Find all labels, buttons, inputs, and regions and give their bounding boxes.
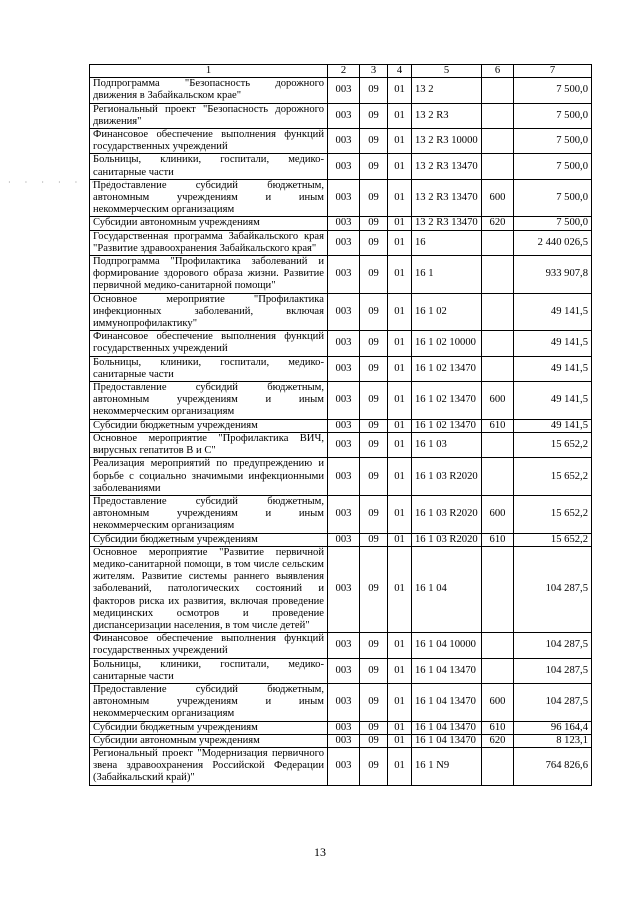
row-code-subsection: 01 xyxy=(388,129,412,154)
row-code-subsection: 01 xyxy=(388,546,412,632)
header-cell-1: 1 xyxy=(90,65,328,78)
header-cell-3: 3 xyxy=(360,65,388,78)
header-cell-6: 6 xyxy=(482,65,514,78)
row-amount: 15 652,2 xyxy=(514,432,592,457)
row-amount: 49 141,5 xyxy=(514,356,592,381)
row-code-expense-type xyxy=(482,129,514,154)
row-code-expense-type xyxy=(482,546,514,632)
row-code-ministry: 003 xyxy=(328,129,360,154)
row-amount: 7 500,0 xyxy=(514,217,592,230)
row-code-expense-type xyxy=(482,633,514,658)
row-code-target: 13 2 xyxy=(412,78,482,103)
row-code-section: 09 xyxy=(360,495,388,533)
row-code-target: 16 1 04 13470 xyxy=(412,721,482,734)
table-row xyxy=(90,495,592,533)
row-code-section: 09 xyxy=(360,721,388,734)
row-amount: 49 141,5 xyxy=(514,382,592,420)
row-name: Основное мероприятие "Профилактика инфекционных заболеваний, включая иммунопрофилактику" xyxy=(90,293,328,331)
table-row xyxy=(90,382,592,420)
row-amount: 15 652,2 xyxy=(514,533,592,546)
row-code-target: 16 1 04 13470 xyxy=(412,683,482,721)
row-code-expense-type xyxy=(482,658,514,683)
row-code-ministry: 003 xyxy=(328,78,360,103)
row-name: Предоставление субсидий бюджетным, автономным учреждениям и иным некоммерческим организациям xyxy=(90,683,328,721)
row-code-section: 09 xyxy=(360,78,388,103)
row-code-ministry: 003 xyxy=(328,179,360,217)
row-code-ministry: 003 xyxy=(328,734,360,747)
header-cell-5: 5 xyxy=(412,65,482,78)
row-code-subsection: 01 xyxy=(388,103,412,128)
row-code-ministry: 003 xyxy=(328,458,360,496)
row-code-expense-type xyxy=(482,103,514,128)
row-name: Предоставление субсидий бюджетным, автономным учреждениям и иным некоммерческим организациям xyxy=(90,382,328,420)
row-code-section: 09 xyxy=(360,129,388,154)
row-code-expense-type xyxy=(482,747,514,785)
row-code-ministry: 003 xyxy=(328,495,360,533)
row-code-expense-type: 610 xyxy=(482,533,514,546)
table-row xyxy=(90,103,592,128)
row-code-section: 09 xyxy=(360,533,388,546)
row-name: Больницы, клиники, госпитали, медико-санитарные части xyxy=(90,154,328,179)
row-code-section: 09 xyxy=(360,734,388,747)
row-name: Государственная программа Забайкальского края "Развитие здравоохранения Забайкальского края" xyxy=(90,230,328,255)
row-code-subsection: 01 xyxy=(388,658,412,683)
row-code-subsection: 01 xyxy=(388,154,412,179)
row-name: Субсидии автономным учреждениям xyxy=(90,217,328,230)
table-row xyxy=(90,721,592,734)
row-code-expense-type xyxy=(482,78,514,103)
row-code-ministry: 003 xyxy=(328,230,360,255)
row-code-ministry: 003 xyxy=(328,382,360,420)
table-row xyxy=(90,78,592,103)
table-row xyxy=(90,179,592,217)
row-code-ministry: 003 xyxy=(328,331,360,356)
row-code-expense-type xyxy=(482,154,514,179)
row-code-ministry: 003 xyxy=(328,658,360,683)
row-amount: 96 164,4 xyxy=(514,721,592,734)
row-code-ministry: 003 xyxy=(328,256,360,294)
table-row xyxy=(90,256,592,294)
row-name: Предоставление субсидий бюджетным, автономным учреждениям и иным некоммерческим организациям xyxy=(90,179,328,217)
row-code-target: 16 1 03 R2020 xyxy=(412,458,482,496)
row-code-target: 16 1 03 xyxy=(412,432,482,457)
row-code-subsection: 01 xyxy=(388,419,412,432)
row-code-expense-type: 600 xyxy=(482,683,514,721)
row-code-subsection: 01 xyxy=(388,432,412,457)
row-code-target: 16 1 04 13470 xyxy=(412,658,482,683)
row-amount: 764 826,6 xyxy=(514,747,592,785)
row-code-section: 09 xyxy=(360,633,388,658)
row-code-expense-type xyxy=(482,458,514,496)
table-row xyxy=(90,734,592,747)
row-code-subsection: 01 xyxy=(388,256,412,294)
row-code-expense-type xyxy=(482,230,514,255)
row-code-section: 09 xyxy=(360,217,388,230)
row-code-ministry: 003 xyxy=(328,721,360,734)
row-code-section: 09 xyxy=(360,331,388,356)
row-name: Больницы, клиники, госпитали, медико-санитарные части xyxy=(90,356,328,381)
table-row xyxy=(90,546,592,632)
row-code-target: 16 1 02 10000 xyxy=(412,331,482,356)
row-code-expense-type: 600 xyxy=(482,179,514,217)
row-code-section: 09 xyxy=(360,256,388,294)
row-code-subsection: 01 xyxy=(388,331,412,356)
budget-table xyxy=(89,64,592,786)
row-code-target: 16 1 04 xyxy=(412,546,482,632)
row-name: Субсидии автономным учреждениям xyxy=(90,734,328,747)
row-code-subsection: 01 xyxy=(388,217,412,230)
table-row xyxy=(90,356,592,381)
row-name: Подпрограмма "Безопасность дорожного движения в Забайкальском крае" xyxy=(90,78,328,103)
table-row xyxy=(90,293,592,331)
table-row xyxy=(90,633,592,658)
row-code-section: 09 xyxy=(360,432,388,457)
row-code-ministry: 003 xyxy=(328,154,360,179)
row-code-expense-type: 620 xyxy=(482,734,514,747)
table-row xyxy=(90,658,592,683)
row-code-target: 16 1 xyxy=(412,256,482,294)
row-code-ministry: 003 xyxy=(328,683,360,721)
row-code-ministry: 003 xyxy=(328,217,360,230)
scan-margin-marks: · · · · · · · · xyxy=(8,178,134,187)
row-code-subsection: 01 xyxy=(388,533,412,546)
table-row xyxy=(90,230,592,255)
row-code-expense-type: 600 xyxy=(482,495,514,533)
row-code-target: 13 2 R3 xyxy=(412,103,482,128)
row-code-section: 09 xyxy=(360,293,388,331)
table-row xyxy=(90,747,592,785)
row-amount: 104 287,5 xyxy=(514,683,592,721)
row-name: Реализация мероприятий по предупреждению и борьбе с социально значимыми инфекционными заболеваниями xyxy=(90,458,328,496)
row-amount: 7 500,0 xyxy=(514,179,592,217)
row-code-subsection: 01 xyxy=(388,721,412,734)
table-row xyxy=(90,129,592,154)
row-code-section: 09 xyxy=(360,458,388,496)
row-code-ministry: 003 xyxy=(328,747,360,785)
table-row xyxy=(90,154,592,179)
row-code-expense-type: 610 xyxy=(482,419,514,432)
row-code-target: 16 xyxy=(412,230,482,255)
row-amount: 7 500,0 xyxy=(514,78,592,103)
row-code-section: 09 xyxy=(360,230,388,255)
header-cell-7: 7 xyxy=(514,65,592,78)
row-name: Подпрограмма "Профилактика заболеваний и формирование здорового образа жизни. Развитие первичной медико-санитарной помощи" xyxy=(90,256,328,294)
page-number: 13 xyxy=(314,845,326,859)
row-code-target: 16 1 N9 xyxy=(412,747,482,785)
row-code-subsection: 01 xyxy=(388,356,412,381)
row-code-ministry: 003 xyxy=(328,533,360,546)
row-code-subsection: 01 xyxy=(388,683,412,721)
row-code-ministry: 003 xyxy=(328,293,360,331)
row-amount: 7 500,0 xyxy=(514,103,592,128)
row-amount: 104 287,5 xyxy=(514,658,592,683)
table-row xyxy=(90,419,592,432)
table-row xyxy=(90,458,592,496)
row-code-subsection: 01 xyxy=(388,293,412,331)
row-code-ministry: 003 xyxy=(328,432,360,457)
row-amount: 49 141,5 xyxy=(514,293,592,331)
row-code-expense-type: 600 xyxy=(482,382,514,420)
row-code-ministry: 003 xyxy=(328,419,360,432)
table-body xyxy=(90,78,592,785)
row-code-subsection: 01 xyxy=(388,382,412,420)
row-code-target: 16 1 04 10000 xyxy=(412,633,482,658)
row-name: Больницы, клиники, госпитали, медико-санитарные части xyxy=(90,658,328,683)
row-code-expense-type: 610 xyxy=(482,721,514,734)
row-amount: 7 500,0 xyxy=(514,129,592,154)
row-code-subsection: 01 xyxy=(388,734,412,747)
row-amount: 8 123,1 xyxy=(514,734,592,747)
row-code-target: 16 1 04 13470 xyxy=(412,734,482,747)
row-code-subsection: 01 xyxy=(388,747,412,785)
row-code-section: 09 xyxy=(360,683,388,721)
row-code-target: 16 1 02 13470 xyxy=(412,356,482,381)
row-code-section: 09 xyxy=(360,179,388,217)
row-code-subsection: 01 xyxy=(388,633,412,658)
row-code-subsection: 01 xyxy=(388,458,412,496)
header-row xyxy=(90,65,592,78)
row-code-expense-type xyxy=(482,432,514,457)
row-name: Региональный проект "Безопасность дорожного движения" xyxy=(90,103,328,128)
row-code-subsection: 01 xyxy=(388,179,412,217)
row-name: Субсидии бюджетным учреждениям xyxy=(90,533,328,546)
row-code-target: 13 2 R3 13470 xyxy=(412,179,482,217)
row-code-expense-type xyxy=(482,356,514,381)
row-code-section: 09 xyxy=(360,154,388,179)
row-code-section: 09 xyxy=(360,546,388,632)
row-code-subsection: 01 xyxy=(388,495,412,533)
row-code-section: 09 xyxy=(360,419,388,432)
row-code-target: 13 2 R3 10000 xyxy=(412,129,482,154)
row-amount: 104 287,5 xyxy=(514,633,592,658)
table-header xyxy=(90,65,592,78)
row-code-target: 13 2 R3 13470 xyxy=(412,217,482,230)
table-row xyxy=(90,217,592,230)
row-code-section: 09 xyxy=(360,103,388,128)
row-name: Региональный проект "Модернизация первичного звена здравоохранения Российской Федерации (Забайкальский край)" xyxy=(90,747,328,785)
row-code-expense-type xyxy=(482,293,514,331)
row-code-section: 09 xyxy=(360,658,388,683)
row-code-subsection: 01 xyxy=(388,78,412,103)
row-name: Финансовое обеспечение выполнения функций государственных учреждений xyxy=(90,331,328,356)
table-row xyxy=(90,432,592,457)
row-code-target: 16 1 02 13470 xyxy=(412,419,482,432)
row-name: Предоставление субсидий бюджетным, автономным учреждениям и иным некоммерческим организациям xyxy=(90,495,328,533)
row-code-target: 16 1 02 13470 xyxy=(412,382,482,420)
row-amount: 49 141,5 xyxy=(514,419,592,432)
row-code-ministry: 003 xyxy=(328,103,360,128)
row-amount: 15 652,2 xyxy=(514,458,592,496)
row-code-subsection: 01 xyxy=(388,230,412,255)
row-code-ministry: 003 xyxy=(328,356,360,381)
header-cell-4: 4 xyxy=(388,65,412,78)
table-row xyxy=(90,533,592,546)
row-code-expense-type xyxy=(482,256,514,294)
row-name: Субсидии бюджетным учреждениям xyxy=(90,419,328,432)
row-code-ministry: 003 xyxy=(328,633,360,658)
row-code-target: 13 2 R3 13470 xyxy=(412,154,482,179)
row-name: Субсидии бюджетным учреждениям xyxy=(90,721,328,734)
row-name: Основное мероприятие "Развитие первичной медико-санитарной помощи, в том числе сельским жителям. Развитие системы раннего выявления заболеваний, патологических состояний и факторов риска их развития, включая проведение медицинских осмотров и проведение диспансеризации населения, в том числе детей" xyxy=(90,546,328,632)
row-amount: 15 652,2 xyxy=(514,495,592,533)
row-amount: 49 141,5 xyxy=(514,331,592,356)
row-code-target: 16 1 02 xyxy=(412,293,482,331)
row-name: Финансовое обеспечение выполнения функций государственных учреждений xyxy=(90,633,328,658)
row-code-ministry: 003 xyxy=(328,546,360,632)
row-code-target: 16 1 03 R2020 xyxy=(412,533,482,546)
row-code-target: 16 1 03 R2020 xyxy=(412,495,482,533)
row-code-section: 09 xyxy=(360,747,388,785)
table-row xyxy=(90,683,592,721)
row-code-section: 09 xyxy=(360,382,388,420)
row-code-section: 09 xyxy=(360,356,388,381)
row-amount: 2 440 026,5 xyxy=(514,230,592,255)
row-name: Финансовое обеспечение выполнения функций государственных учреждений xyxy=(90,129,328,154)
header-cell-2: 2 xyxy=(328,65,360,78)
row-amount: 7 500,0 xyxy=(514,154,592,179)
row-amount: 933 907,8 xyxy=(514,256,592,294)
row-name: Основное мероприятие "Профилактика ВИЧ, вирусных гепатитов В и С" xyxy=(90,432,328,457)
row-code-expense-type xyxy=(482,331,514,356)
table-row xyxy=(90,331,592,356)
row-amount: 104 287,5 xyxy=(514,546,592,632)
row-code-expense-type: 620 xyxy=(482,217,514,230)
